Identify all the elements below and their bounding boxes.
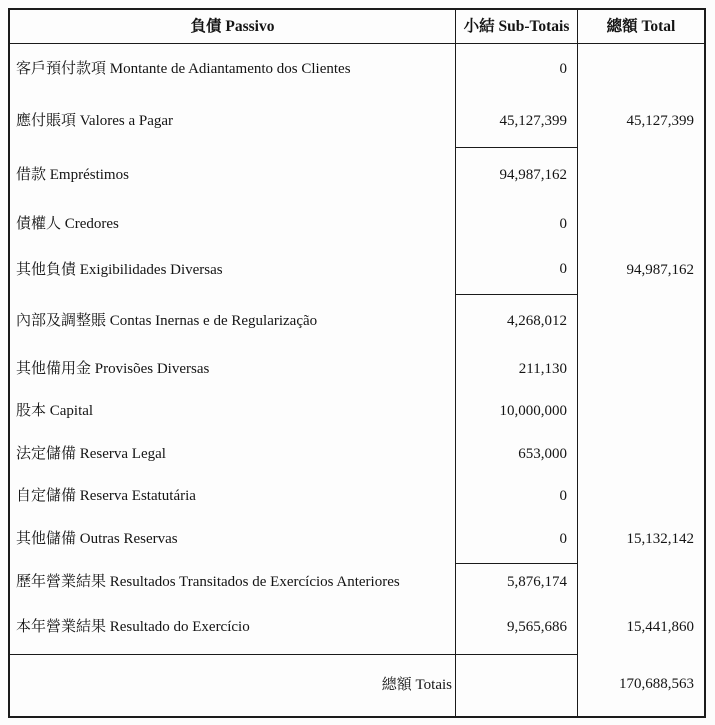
- row-label: 法定儲備 Reserva Legal: [16, 445, 166, 462]
- row-label: 自定儲備 Reserva Estatutária: [16, 487, 196, 504]
- table-footer-row: [10, 654, 704, 716]
- row-total: [578, 295, 704, 348]
- row-label: 其他備用金 Provisões Diversas: [16, 360, 210, 377]
- table-header-row: [10, 10, 704, 44]
- header-total: 總額 Total: [606, 17, 676, 35]
- table-row: [10, 391, 704, 433]
- row-total: [578, 563, 704, 602]
- table-row: [10, 148, 704, 203]
- row-total: [578, 148, 704, 203]
- row-total: 45,127,399: [626, 113, 694, 130]
- liabilities-table: [8, 8, 706, 718]
- row-label: 歷年營業結果 Resultados Transitados de Exercícios Anteriores: [16, 573, 400, 590]
- row-subtotal: 45,127,399: [455, 96, 578, 148]
- table-row: [10, 96, 704, 148]
- row-total: [578, 391, 704, 433]
- header-subtotais: 小結 Sub-Totais: [455, 10, 578, 43]
- row-label: 債權人 Credores: [16, 215, 119, 232]
- table-row: [10, 563, 704, 602]
- header-passivo: 負債 Passivo: [190, 17, 275, 35]
- table-row: [10, 602, 704, 654]
- table-row: [10, 433, 704, 476]
- row-subtotal: 4,268,012: [455, 295, 578, 348]
- footer-grand-total: 170,688,563: [619, 676, 694, 693]
- table-row: [10, 348, 704, 391]
- row-total: 15,441,860: [626, 619, 694, 636]
- table-row: [10, 295, 704, 348]
- row-total: [578, 44, 704, 96]
- row-subtotal: 0: [455, 203, 578, 246]
- row-subtotal: 5,876,174: [455, 563, 578, 602]
- row-subtotal: 0: [455, 476, 578, 517]
- row-subtotal: 653,000: [455, 433, 578, 476]
- row-total: [578, 203, 704, 246]
- row-label: 股本 Capital: [16, 403, 94, 420]
- row-label: 應付賬項 Valores a Pagar: [16, 113, 174, 130]
- row-subtotal: 94,987,162: [455, 148, 578, 203]
- row-subtotal: 10,000,000: [455, 391, 578, 433]
- row-total: 94,987,162: [626, 261, 694, 278]
- table-row: [10, 203, 704, 246]
- row-total: [578, 348, 704, 391]
- row-label: 內部及調整賬 Contas Inernas e de Regularização: [16, 312, 318, 329]
- footer-label: 總額 Totais: [10, 654, 455, 716]
- row-subtotal: 9,565,686: [455, 602, 578, 654]
- row-total: [578, 476, 704, 517]
- footer-subtotal-cell: [455, 654, 578, 716]
- table-row: [10, 44, 704, 96]
- row-label: 其他負債 Exigibilidades Diversas: [16, 261, 223, 278]
- table-row: [10, 246, 704, 295]
- table-row: [10, 517, 704, 563]
- row-label: 借款 Empréstimos: [16, 166, 129, 183]
- table-row: [10, 476, 704, 517]
- row-label: 客戶預付款項 Montante de Adiantamento dos Clientes: [16, 61, 351, 78]
- row-subtotal: 0: [455, 44, 578, 96]
- row-total: [578, 433, 704, 476]
- row-subtotal: 0: [455, 246, 578, 295]
- row-label: 本年營業結果 Resultado do Exercício: [16, 619, 250, 636]
- row-total: 15,132,142: [626, 531, 694, 548]
- row-subtotal: 0: [455, 517, 578, 563]
- row-label: 其他儲備 Outras Reservas: [16, 531, 178, 548]
- row-subtotal: 211,130: [455, 348, 578, 391]
